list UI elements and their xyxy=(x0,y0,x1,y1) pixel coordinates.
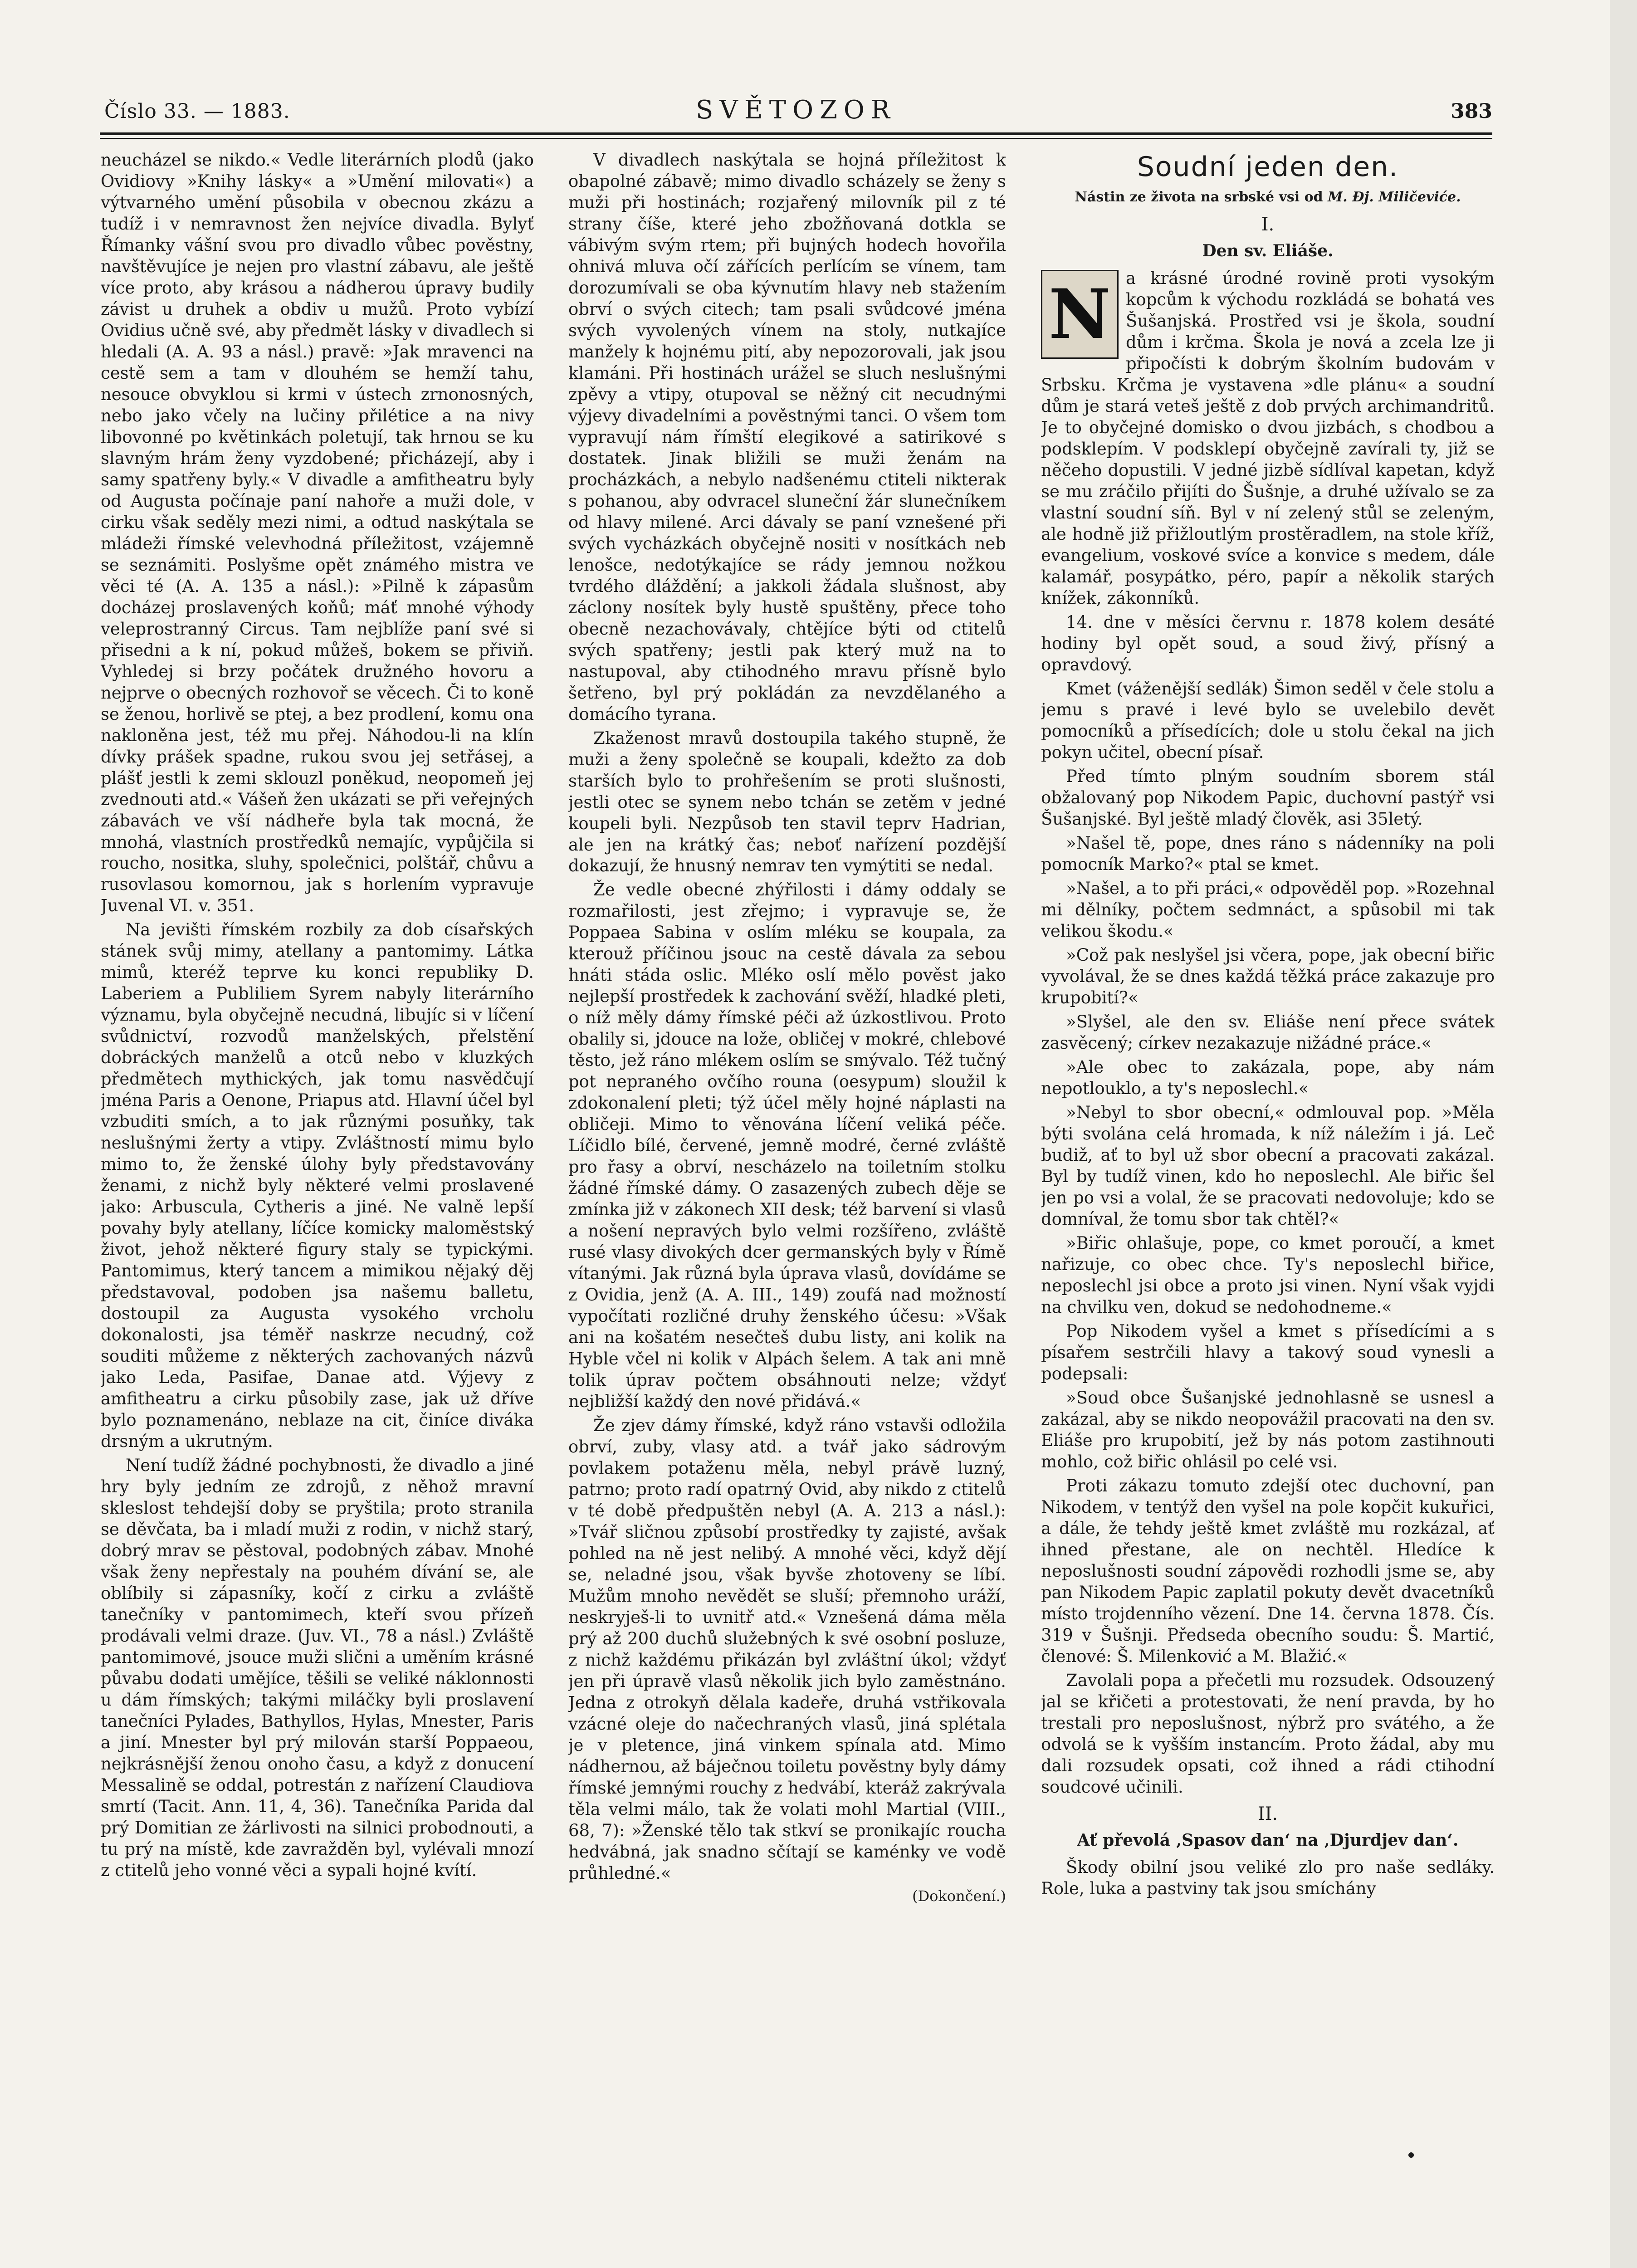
article-title: Soudní jeden den. xyxy=(1137,151,1399,183)
article-author: M. Đj. Miličeviće. xyxy=(1328,189,1461,205)
paragraph: Proti zákazu tomuto zdejší otec duchovní, pan Nikodem, v tentýž den vyšel na pole kopčit kukuřici, a dále, že tehdy ještě kmet zvláště mu rozkázal, ať ihned přestane, ale on nechtěl. Hledíce k neposlušnosti soudní zápovědi rozhodli jsme se, aby pan Nikodem Papic zaplatil pokuty devět dvacetníků místo trojdenního vězení. Dne 14. června 1878. Čís. 319 v Šušnji. Předseda obecního soudu: Š. Martić, členové: Š. Milenković a M. Blažić.« xyxy=(1041,1476,1495,1666)
paragraph: »Našel tě, pope, dnes ráno s nádenníky na poli pomocník Marko?« ptal se kmet. xyxy=(1041,833,1495,875)
column-3 xyxy=(1041,150,1495,2173)
section-heading: Den sv. Eliáše. xyxy=(1202,241,1334,261)
paragraph: »Nebyl to sbor obecní,« odmlouval pop. »Měla býti svolána celá hromada, k níž náležím i já. Leč budiž, ať to byl už sbor obecní a pracovati zakázal. Byl by tudíž vinen, kdo ho neposlechl. Ale biřic šel jen po vsi a volal, že se pracovati nedovoluje; kdo se domníval, že tomu sbor tak chtěl?« xyxy=(1041,1103,1495,1229)
dropcap-initial: N xyxy=(1041,270,1119,359)
opening-paragraph xyxy=(1041,268,1495,609)
page-number: 383 xyxy=(1451,100,1492,123)
column-1 xyxy=(101,150,534,2173)
header-rule xyxy=(100,132,1492,135)
paragraph: Před tímto plným soudním sborem stál obžalovaný pop Nikodem Papic, duchovní pastýř vsi Šušanjské. Byl ještě mladý člověk, asi 35letý. xyxy=(1041,767,1495,829)
journal-title: SVĚTOZOR xyxy=(696,95,896,125)
paragraph: Na jevišti římském rozbily za dob císařských stánek svůj mimy, atellany a pantomimy. Látka mimů, kteréž teprve ku konci republiky D. Laberiem a Publiliem Syrem nabyly literárního významu, byla obyčejně necudná, libujíc si v líčení svůdnictví, rozvodů manželských, přelstění dobráckých manželů a otců nebo v kluzkých předmětech mythických, jak tomu nasvědčují jména Paris a Oenone, Priapus atd. Hlavní účel byl vzbuditi smích, a to jak různými posuňky, tak neslušnými žerty a vtipy. Zvláštností mimu bylo mimo to, že ženské úlohy byly představovány ženami, z nichž byly některé velmi proslavené jako: Arbuscula, Cytheris a jiné. Ne valně lepší povahy byly atellany, líčíce komicky maloměstský život, jehož některé figury staly se typickými. Pantomimus, který tancem a mimikou nějaký děj představoval, podoben jsa našemu balletu, dostoupil za Augusta vysokého vrcholu dokonalosti, jsa téměř naskrze necudný, což souditi můžeme z některých zachovaných názvů jako Leda, Pasifae, Danae atd. Výjevy z amfitheatru a cirku působily zase, jak už dříve bylo poznamenáno, neblaze na cit, činíce diváka drsným a ukrutným. xyxy=(101,920,534,1452)
paragraph: Kmet (váženější sedlák) Šimon seděl v čele stolu a jemu s pravé i levé bylo se uvelebilo devět pomocníků a přísedících; dole u stolu čekal na jich pokyn učitel, obecní písař. xyxy=(1041,679,1495,763)
bullet-mark xyxy=(1408,2152,1414,2158)
article-subtitle xyxy=(1041,189,1495,206)
paragraph: neucházel se nikdo.« Vedle literárních plodů (jako Ovidiovy »Knihy lásky« a »Umění milovati«) a výtvarného umění působila v obecnou zkázu a tudíž i v nemravnost žen nejvíce divadla. Bylyť Římanky vášní svou pro divadlo vůbec pověstny, navštěvujíce je nejen pro vlastní zábavu, ale ještě více proto, aby krásou a nádherou úpravy budily závist u druhek a obdiv u mužů. Proto vybízí Ovidius učně své, aby předmět lásky v divadlech si hledali (A. A. 93 a násl.) pravě: »Jak mravenci na cestě sem a tam v dlouhém se hemží tahu, nesouce obvyklou si krmi v ústech zrnonosných, nebo jako včely na lučiny přilétice a na nivy libovonné po květinkách poletují, tak hrnou se ku slavným hrám ženy vyzdobené; přicházejí, aby i samy spatřeny byly.« V divadle a amfitheatru byly od Augusta počínaje paní nahoře a muži dole, v cirku však seděly mezi nimi, a odtud naskýtala se mládeži římské velevhodná příležitost, vzájemně se seznámiti. Poslyšme opět známého mistra ve věci té (A. A. 135 a násl.): »Pilně k zápasům docházej proslavených koňů; máť mnohé výhody veleprostranný Circus. Tam nejblíže paní své si přisedni a k ní, pokud můžeš, bokem se přiviň. Vyhledej si brzy počátek družného hovoru a nejprve o obecných rozhovoř se věcech. Či to koně se ženou, horlivě se ptej, a bez prodlení, komu ona nakloněna jest, též mu přej. Náhodou-li na klín dívky prášek spadne, rukou svou jej setřásej, a plášť jestli k zemi sklouzl poněkud, neopomeň jej zvednouti atd.« Vášeň žen ukázati se při veřejných zábavách ve vší nádheře byla tak mocná, že mnohá, vlastních prostředků nemajíc, vypůjčila si roucho, nositka, sluhy, společnici, polštář, chůvu a rusovlasou komornou, jak s horlením vypravuje Juvenal VI. v. 351. xyxy=(101,150,534,916)
subtitle-text: Nástin ze života na srbské vsi od xyxy=(1075,189,1323,205)
to-be-continued: (Dokončení.) xyxy=(912,1887,1006,1905)
paragraph: Škody obilní jsou veliké zlo pro naše sedláky. Role, luka a pastviny tak jsou smíchány xyxy=(1041,1857,1495,1899)
column-2 xyxy=(568,150,1006,2173)
header-rule-thin xyxy=(100,138,1492,139)
part-number: I. xyxy=(1261,214,1275,235)
paragraph: a krásné úrodné rovině proti vysokým kopcům k východu rozkládá se bohatá ves Šušanjská. Prostřed vsi je škola, soudní dům i krčma. Škola je nová a zcela lze ji připočísti k dobrým školním budovám v Srbsku. Krčma je vystavena »dle plánu« a soudní dům je stará veteš ještě z dob prvých archimandritů. Je to obyčejné domisko o dvou jizbách, s chodbou a podsklepím. V podsklepí obyčejně zavírali ty, již se něčeho dopustili. V jedné jizbě sídlíval kapetan, když se mu zráčilo přijíti do Šušnje, a druhé užívalo se za vlastní soudní síň. Byl v ní zelený stůl se zeleným, ale hodně již přižloutlým prostěradlem, na stole kříž, evangelium, voskové svíce a konvice s medem, dále kalamář, posypátko, péro, papír a několik starých knížek, zákonníků. xyxy=(1041,268,1495,608)
paragraph: »Což pak neslyšel jsi včera, pope, jak obecní biřic vyvolával, že se dnes každá těžká práce zakazuje pro krupobití?« xyxy=(1041,945,1495,1008)
paragraph: »Ale obec to zakázala, pope, aby nám nepotlouklo, a ty's neposlechl.« xyxy=(1041,1057,1495,1099)
paragraph: Že vedle obecné zhýřilosti i dámy oddaly se rozmařilosti, jest zřejmo; i vypravuje se, že Poppaea Sabina v oslím mléku se koupala, za kterouž příčinou jsouc na cestě dávala za sebou hnáti stáda oslic. Mléko oslí mělo pověst jako nejlepší prostředek k zachování svěží, hladké pleti, o níž měly dámy římské péči až úzkostlivou. Proto obalily si, jdouce na lože, obličej v mokré, chlebové těsto, jež ráno mlékem oslím se smývalo. Též tučný pot nepraného ovčího rouna (oesypum) sloužil k zdokonalení pleti; týž účel měly hojné náplasti na obličeji. Mimo to věnována líčení veliká péče. Líčidlo bílé, červené, jemně modré, černé zvláště pro řasy a obrví, nescházelo na toiletním stolku žádné římské dámy. O zasazených zubech děje se zmínka již v zákonech XII desk; též barvení si vlasů a nošení nepravých bylo velmi rozšířeno, zvláště rusé vlasy divokých dcer germanských byly v Římě vítanými. Jak různá byla úprava vlasů, dovídáme se z Ovidia, jenž (A. A. III., 149) zoufá nad možností vypočítati rozličné druhy ženského účesu: »Však ani na košatém nesečteš dubu listy, ani kolik na Hyble včel ni kolik v Alpách šelem. A tak ani mně tolik úprav počtem obsáhnouti nelze; vždyť nejbližší každý den nové přidává.« xyxy=(568,880,1006,1412)
page-edge xyxy=(1610,0,1637,2268)
paragraph: »Soud obce Šušanjské jednohlasně se usnesl a zakázal, aby se nikdo neopovážil pracovati na den sv. Eliáše pro krupobití, jež by nás potom zastihnouti mohlo, což biřic ohlásil po celé vsi. xyxy=(1041,1388,1495,1471)
paragraph: Není tudíž žádné pochybnosti, že divadlo a jiné hry byly jedním ze zdrojů, z něhož mravní skleslost tehdejší doby se pryštila; proto stranila se děvčata, ba i mladí muži z rodin, v nichž starý, dobrý mrav se pěstoval, podobných zábav. Mnohé však ženy nepřestaly na pouhém dívání se, ale oblíbily si zápasníky, kočí z cirku a zvláště tanečníky v pantomimech, kteří svou přízeň prodávali velmi draze. (Juv. VI., 78 a násl.) Zvláště pantomimové, jsouce muži slični a uměním krásné půvabu dodati umějíce, těšili se veliké náklonnosti u dám římských; takými miláčky byli proslavení tanečníci Pylades, Bathyllos, Hylas, Mnester, Paris a jiní. Mnester byl prý milován starší Poppaeou, nejkrásnější ženou onoho času, a když z donucení Messalině se oddal, potrestán z nařízení Claudiova smrtí (Tacit. Ann. 11, 4, 36). Tanečníka Parida dal prý Domitian ze žárlivosti na silnici probodnouti, a tu prý na místě, kde zavražděn byl, vylévali mnozí z ctitelů jeho vonné věci a sypali hojné kvítí. xyxy=(101,1456,534,1880)
paragraph: Zkaženost mravů dostoupila takého stupně, že muži a ženy společně se koupali, kdežto za dob starších bylo to prohřešením se proti slušnosti, jestli otec se synem nebo tchán se zetěm v jedné koupeli byli. Nezpůsob ten stavil teprv Hadrian, ale jen na krátký čas; neboť nařízení pozdější dokazují, že hnusný nemrav ten vymýtiti se nedal. xyxy=(568,728,1006,876)
paragraph: »Našel, a to při práci,« odpověděl pop. »Rozehnal mi dělníky, počtem sedmnáct, a spůsobil mi tak velikou škodu.« xyxy=(1041,879,1495,941)
part-number: II. xyxy=(1257,1803,1278,1824)
section-heading: Ať převolá ‚Spasov dan‘ na ‚Djurdjev dan‘. xyxy=(1077,1830,1459,1850)
paragraph: Zavolali popa a přečetli mu rozsudek. Odsouzený jal se křičeti a protestovati, že není pravda, by ho trestali pro neposlušnost, nýbrž pro svátého, a že odvolá se k vyšším instancím. Proto žádal, aby mu dali rozsudek opsati, což ihned a rádi ctihodní soudcové učinili. xyxy=(1041,1670,1495,1797)
paragraph: 14. dne v měsíci červnu r. 1878 kolem desáté hodiny byl opět soud, a soud živý, přísný a opravdový. xyxy=(1041,612,1495,675)
issue-number: Číslo 33. — 1883. xyxy=(104,100,290,123)
paragraph: Pop Nikodem vyšel a kmet s přísedícími a s písařem sestrčili hlavy a takový soud vynesli a podepsali: xyxy=(1041,1321,1495,1384)
paragraph: Že zjev dámy římské, když ráno vstavši odložila obrví, zuby, vlasy atd. a tvář jako sádrovým povlakem potaženu měla, nebyl právě luzný, patrno; proto radí opatrný Ovid, aby nikdo z ctitelů v té době předpuštěn nebyl (A. A. 213 a násl.): »Tvář sličnou způsobí prostředky ty zajisté, avšak pohled na ně jest nelibý. A mnohé věci, když dějí se, neladné jsou, však byvše zhotoveny se líbí. Mužům mnoho nevědět se sluší; přemnoho uráží, neskryješ-li to uvnitř atd.« Vznešená dáma měla prý až 200 duchů služebných k své osobní posluze, z nichž každému přikázán byl zvláštní úkol; vždyť jen při úpravě vlasů několik jich bylo zaměstnáno. Jedna z otrokyň dělala kadeře, druhá vstřikovala vzácné oleje do načechraných vlasů, jiná splétala je v pletence, jiná vinkem spínala atd. Mimo nádhernou, až báječnou toiletu pověstny byly dámy římské jemnými rouchy z hedvábí, kteráž zakrývala těla velmi málo, tak že volati mohl Martial (VIII., 68, 7): »Ženské tělo tak stkví se pronikajíc roucha hedvábná, jak snadno sčítají se kaménky ve vodě průhledné.« xyxy=(568,1416,1006,1883)
paragraph: »Biřic ohlašuje, pope, co kmet poroučí, a kmet nařizuje, co obec chce. Ty's neposlechl biřice, neposlechl jsi obce a proto jsi vinen. Nyní však vyjdi na chvilku ven, dokud se nedohodneme.« xyxy=(1041,1233,1495,1317)
paragraph: »Slyšel, ale den sv. Eliáše není přece svátek zasvěcený; církev nezakazuje nižádné práce.« xyxy=(1041,1012,1495,1053)
paragraph: V divadlech naskýtala se hojná příležitost k obapolné zábavě; mimo divadlo scházely se ženy s muži při hostinách; rozjařený milovník pil z té strany číše, které jeho zbožňovaná dotkla se vábivým svým rtem; při bujných hodech hovořila ohnivá mluva očí zářících perlícím se vínem, tam dorozumívali se oba kývnutím hlavy neb stažením obrví o svých citech; tam psali svůdcové jména svých vyvolených vínem na stoly, nutkajíce manžely k hojnému pití, aby nepozorovali, jak jsou klamáni. Při hostinách urážel se sluch neslušnými zpěvy a vtipy, otupoval se něžný cit necudnými výjevy divadelními a pověstnými tanci. O všem tom vypravují nám římští elegikové a satirikové s dostatek. Jinak bližili se muži ženám na procházkách, a nebylo nadšenému ctiteli nikterak s pohanou, aby odvracel sluneční žár slunečníkem od hlavy milené. Arci dávaly se paní vznešené při svých vycházkách obyčejně nositi v nosítkách neb lenošce, nedotýkajíce se rády jemnou nožkou tvrdého dláždění; a jakkoli žádala slušnost, aby záclony nosítek byly hustě spuštěny, přece toho obecně nezachovávaly, chtějíce býti od ctitelů svých spatřeny; jestli pak který muž na to nastupoval, aby ctihodného mravu přísně bylo šetřeno, byl prý pokládán za nevzdělaného a domácího tyrana. xyxy=(568,150,1006,724)
